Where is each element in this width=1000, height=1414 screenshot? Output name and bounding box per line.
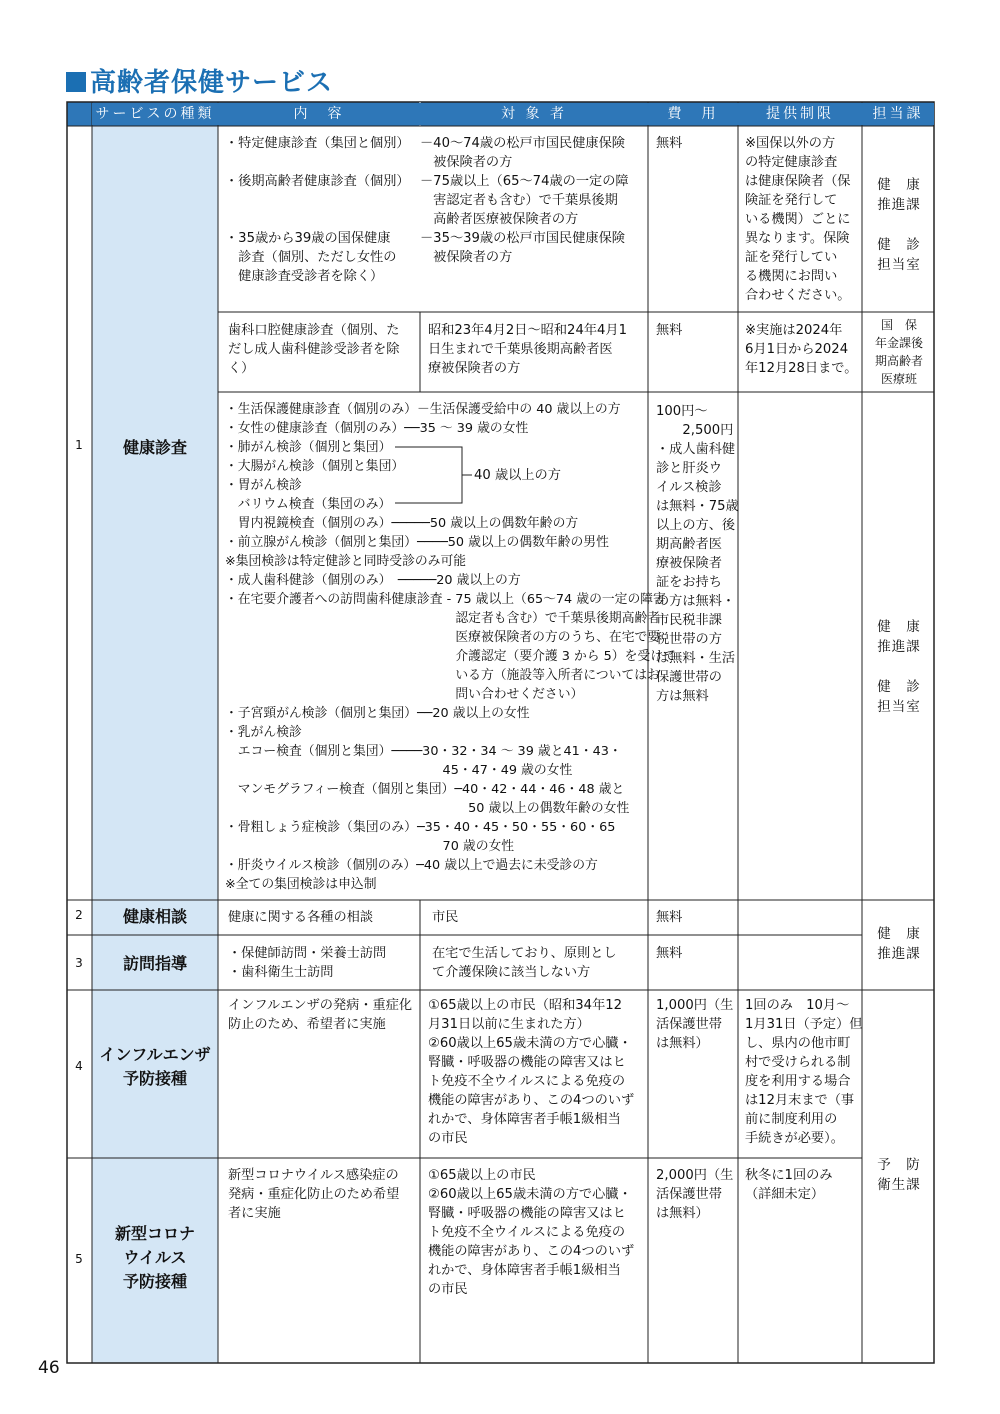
content-line: ・35歳から39歳の国保健康 — [225, 231, 391, 246]
target-line: 害認定者も含む）で千葉県後期 — [420, 193, 618, 208]
header-target: 対 象 者 — [420, 103, 648, 125]
target-cell: ①65歳以上の市民（昭和34年12 月31日以前に生まれた方） ②60歳以上65歳未満の方で心臓・ 腎臓・呼吸器の機能の障害又はヒ ト免疫不全ウイルスによる免疫の 機能の障害があり、この4つのいず れかで、身体障害者手帳1級相当 の市民 — [428, 998, 635, 1146]
limit-cell: ※実施は2024年 6月1日から2024 年12月28日まで。 — [745, 323, 858, 376]
content-line: ・女性の健康診査（個別のみ）──35 ～ 39 歳の女性 — [225, 421, 529, 436]
content-line: 問い合わせください） — [225, 687, 584, 702]
target-line: －75歳以上（65～74歳の一定の障 — [420, 174, 629, 189]
target-cell: 昭和23年4月2日～昭和24年4月1 日生まれで千葉県後期高齢者医 療被保険者の方 — [428, 323, 627, 376]
cost-cell: 100円～ 2,500円 ・成人歯科健 診と肝炎ウ イルス検診 は無料・75歳 以上の方、後 期高齢者医 療被保険者 証をお持ち の方は無料・ 市民税非課 税世帯の方 は無料・生活 保護世帯の 方は無料 — [656, 404, 739, 704]
cost-cell: 2,000円（生 活保護世帯 は無料） — [656, 1168, 734, 1221]
content-line: バリウム検査（集団のみ） — [225, 497, 392, 512]
content-cell: 新型コロナウイルス感染症の 発病・重症化防止のため希望 者に実施 — [228, 1168, 400, 1221]
row-number: 1 — [75, 438, 83, 452]
service-name: 訪問指導 — [122, 954, 187, 973]
content-line: ・特定健康診査（集団と個別） — [225, 136, 410, 151]
content-line: ・子宮頸がん検診（個別と集団）──20 歳以上の女性 — [225, 706, 530, 721]
content-line: ・胃がん検診 — [225, 478, 302, 493]
content-line: 認定者も含む）で千葉県後期高齢者 — [225, 611, 661, 626]
dept-cell: 健 康 推進課 — [877, 926, 921, 962]
content-cell: ・保健師訪問・栄養士訪問 ・歯科衛生士訪問 — [228, 946, 387, 980]
header-dept: 担当課 — [862, 103, 934, 125]
limit-cell: ※国保以外の方 の特定健康診査 は健康保険者（保 険証を発行して いる機関）ごとに 異なります。保険 証を発行してい る機関にお問い 合わせください。 — [745, 136, 851, 303]
dept-cell: 健 康 推進課 健 診 担当室 — [877, 177, 921, 273]
row-number: 3 — [75, 956, 83, 970]
target-cell: 在宅で生活しており、原則とし て介護保険に該当しない方 — [432, 946, 617, 980]
content-line: 胃内視鏡検査（個別のみ）─────50 歳以上の偶数年齢の方 — [225, 516, 579, 531]
limit-cell: 秋冬に1回のみ （詳細未定） — [745, 1168, 833, 1202]
header-content: 内 容 — [218, 103, 420, 125]
target-line: －40～74歳の松戸市国民健康保険 — [420, 136, 625, 151]
cost-cell: 無料 — [656, 910, 683, 925]
target-line: 高齢者医療被保険者の方 — [420, 212, 579, 227]
content-line: ・生活保護健康診査（個別のみ）－生活保護受給中の 40 歳以上の方 — [225, 402, 621, 417]
row-number: 4 — [75, 1059, 83, 1073]
row-number: 5 — [75, 1252, 83, 1266]
content-cell: 健康に関する各種の相談 — [228, 910, 374, 925]
content-line: 50 歳以上の偶数年齢の女性 — [225, 801, 630, 816]
limit-cell: 1回のみ 10月～ 1月31日（予定）但 し、県内の他市町 村で受けられる制 度を利用する場合 は12月末まで（事 前に制度利用の 手続きが必要）。 — [745, 998, 863, 1146]
target-cell: 市民 — [432, 910, 459, 925]
content-line: ・肺がん検診（個別と集団） — [225, 440, 392, 455]
bracket-label: 40 歳以上の方 — [474, 468, 561, 483]
content-line: 診査（個別、ただし女性の — [225, 250, 397, 265]
content-line: ・在宅要介護者への訪問歯科健康診査 - 75 歳以上（65～74 歳の一定の障害 — [225, 592, 666, 607]
service-name: 健康相談 — [122, 907, 187, 926]
content-line: ※集団検診は特定健診と同時受診のみ可能 — [225, 554, 467, 569]
service-name: インフルエンザ 予防接種 — [99, 1045, 211, 1088]
content-line: 健康診査受診者を除く） — [225, 269, 384, 284]
header-service-type: サービスの種類 — [92, 103, 218, 125]
cost-cell: 無料 — [656, 946, 683, 961]
target-line: 被保険者の方 — [420, 250, 513, 265]
content-line: ・大腸がん検診（個別と集団） — [225, 459, 405, 474]
cost-cell: 無料 — [656, 136, 683, 151]
content-line: いる方（施設等入所者についてはお — [225, 668, 660, 683]
content-line: 医療被保険者の方のうち、在宅で要 — [225, 630, 661, 645]
service-name: 新型コロナ ウイルス 予防接種 — [114, 1224, 195, 1291]
target-line: 被保険者の方 — [420, 155, 513, 170]
content-line: 70 歳の女性 — [225, 839, 515, 854]
content-cell: 歯科口腔健康診査（個別、た だし成人歯科健診受診者を除 く） — [228, 323, 400, 376]
service-name: 健康診査 — [122, 438, 187, 457]
cost-cell: 無料 — [656, 323, 683, 338]
row-number: 2 — [75, 908, 83, 922]
content-line: ※全ての集団検診は申込制 — [225, 877, 377, 892]
page-title-text: 高齢者保健サービス — [90, 68, 334, 98]
dept-cell: 予 防 衛生課 — [877, 1157, 921, 1193]
content-line: マンモグラフィー検査（個別と集団）─40・42・44・46・48 歳と — [225, 782, 625, 797]
target-line: －35～39歳の松戸市国民健康保険 — [420, 231, 625, 246]
content-line: ・乳がん検診 — [225, 725, 302, 740]
content-line: ・成人歯科健診（個別のみ） ─────20 歳以上の方 — [225, 573, 521, 588]
content-line: ・骨粗しょう症検診（集団のみ）─35・40・45・50・55・60・65 — [225, 820, 616, 835]
header-limit: 提供制限 — [738, 103, 862, 125]
content-line: ・肝炎ウイルス検診（個別のみ）─40 歳以上で過去に未受診の方 — [225, 858, 598, 873]
content-line: ・前立腺がん検診（個別と集団）────50 歳以上の偶数年齢の男性 — [225, 535, 609, 550]
header-cost: 費 用 — [648, 103, 738, 125]
cost-cell: 1,000円（生 活保護世帯 は無料） — [656, 998, 734, 1051]
target-cell: ①65歳以上の市民 ②60歳以上65歳未満の方で心臓・ 腎臓・呼吸器の機能の障害又はヒ ト免疫不全ウイルスによる免疫の 機能の障害があり、この4つのいず れかで、身体障害者手帳1級相当 の市民 — [428, 1168, 635, 1297]
content-line: エコー検査（個別と集団）────30・32・34 ～ 39 歳と41・43・ — [225, 744, 622, 759]
page-number: 46 — [38, 1358, 60, 1378]
content-cell: インフルエンザの発病・重症化 防止のため、希望者に実施 — [228, 998, 413, 1032]
content-line: 45・47・49 歳の女性 — [225, 763, 573, 778]
dept-cell: 国 保 年金課後 期高齢者 医療班 — [874, 318, 923, 386]
content-line: ・後期高齢者健康診査（個別） — [225, 174, 410, 189]
dept-cell: 健 康 推進課 健 診 担当室 — [877, 619, 921, 715]
content-line: 介護認定（要介護 3 から 5）を受けて — [225, 649, 676, 664]
